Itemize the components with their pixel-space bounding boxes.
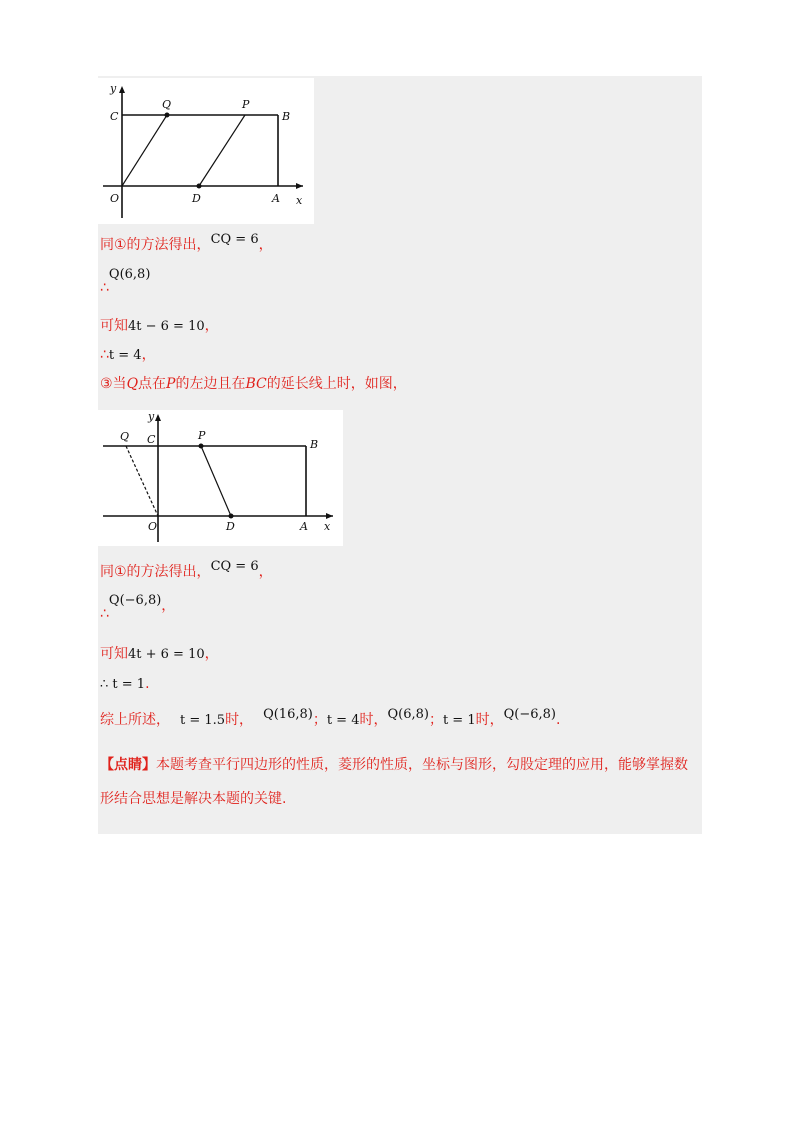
line5-a: ③当 [100, 376, 127, 392]
line2-symbol: ∴ [100, 280, 109, 296]
fig1-label-y: y [110, 82, 117, 95]
line1-text: 同①的方法得出， [100, 237, 211, 253]
text-line-7 [100, 593, 176, 622]
line1-math: CQ = 6 [210, 232, 259, 247]
text-line-9 [100, 674, 150, 695]
fig2-label-y: y [148, 410, 155, 423]
text-line-8 [100, 644, 219, 665]
fig1-label-x: x [296, 194, 303, 207]
figure-2 [98, 410, 343, 546]
note-text: 本题考查平行四边形的性质，菱形的性质，坐标与图形，勾股定理的应用，能够掌握数形结合思想是解决本题的关键. [100, 757, 688, 807]
figure-1-diagram [98, 78, 314, 224]
summary-s2: ； [312, 712, 327, 728]
fig2-label-c: C [147, 433, 156, 446]
note-bracket: 【点睛】 [100, 757, 156, 773]
line8-text: 可知 [100, 646, 128, 662]
line5-c: 的左边且在 [175, 376, 246, 392]
summary-s4: ； [428, 712, 443, 728]
summary-m1: t = 1.5 [180, 713, 226, 728]
line5-p: P [166, 376, 176, 392]
figure-2-diagram [98, 410, 343, 546]
fig1-label-a: A [272, 192, 280, 205]
line4-symbol: ∴ [100, 347, 109, 363]
line8-end: ， [204, 646, 219, 662]
summary-m4: Q(6,8) [387, 707, 429, 722]
line3-end: ， [204, 318, 219, 334]
summary-s5: 时， [475, 712, 504, 728]
fig1-label-q: Q [162, 98, 172, 111]
line2-math: Q(6,8) [108, 267, 151, 282]
fig1-label-c: C [110, 110, 119, 123]
summary-s6: . [555, 712, 561, 728]
fig2-label-q: Q [120, 430, 130, 443]
summary-s3: 时， [359, 712, 388, 728]
summary-s1: 时， [225, 712, 254, 728]
text-line-6 [100, 559, 273, 583]
line6-text: 同①的方法得出， [100, 564, 211, 580]
text-line-1 [100, 232, 273, 256]
line5-b: 点在 [138, 376, 167, 392]
line7-math: Q(−6,8) [108, 593, 162, 608]
fig2-label-a: A [300, 520, 308, 533]
line9-end: . [145, 676, 150, 692]
line5-d: 的延长线上时，如图， [266, 376, 407, 392]
summary-m6: Q(−6,8) [503, 707, 556, 722]
text-line-3 [100, 316, 219, 337]
line7-end: ， [161, 598, 176, 614]
line6-math: CQ = 6 [210, 559, 259, 574]
line7-symbol: ∴ [100, 606, 109, 622]
line5-bc: BC [245, 376, 267, 392]
line6-end: ， [258, 564, 273, 580]
line9-math: ∴ t = 1 [100, 677, 146, 692]
summary-m5: t = 1 [442, 713, 476, 728]
summary-m3: t = 4 [326, 713, 360, 728]
summary-m2: Q(16,8) [263, 707, 313, 722]
line4-end: ， [141, 347, 156, 363]
summary-text: 综上所述， [100, 712, 170, 728]
line5-q: Q [126, 376, 139, 392]
line1-end: ， [258, 237, 273, 253]
text-line-5 [100, 374, 407, 394]
fig2-label-b: B [310, 438, 319, 451]
text-line-2 [100, 267, 151, 296]
fig1-label-b: B [282, 110, 291, 123]
fig1-label-d: D [192, 192, 201, 205]
fig2-label-d: D [226, 520, 235, 533]
text-line-4 [100, 345, 156, 366]
figure-1 [98, 78, 314, 224]
line4-math: t = 4 [108, 348, 142, 363]
line3-math: 4t − 6 = 10 [128, 319, 205, 334]
summary-line [100, 707, 561, 731]
fig2-label-x: x [324, 520, 331, 533]
line3-text: 可知 [100, 318, 128, 334]
fig1-label-o: O [110, 192, 120, 205]
line8-math: 4t + 6 = 10 [128, 647, 205, 662]
comment-note [100, 748, 700, 816]
fig1-label-p: P [242, 98, 250, 111]
fig2-label-p: P [198, 429, 206, 442]
fig2-label-o: O [148, 520, 158, 533]
